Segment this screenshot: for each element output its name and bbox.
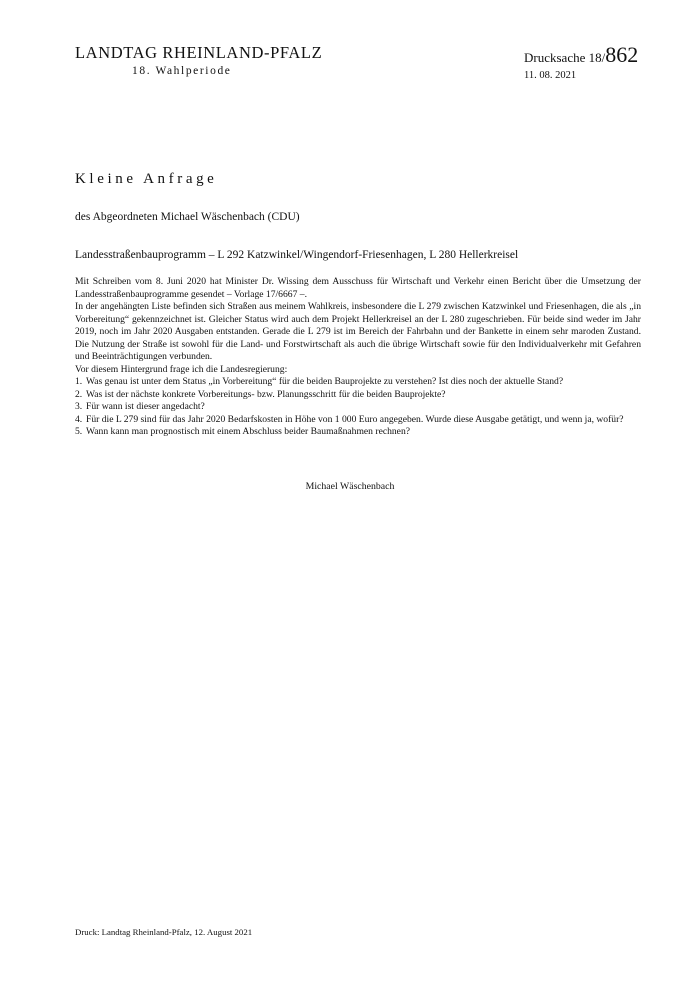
question-number: 2. <box>75 388 83 400</box>
question-number: 5. <box>75 426 83 437</box>
document-type: Kleine Anfrage <box>75 171 218 187</box>
body-paragraph: In der angehängten Liste befinden sich Straßen aus meinem Wahlkreis, insbesondere die L 279 zwischen Katzwinkel und Friesenhagen, die als „in Vorbereitung“ gekennzeichnet ist. Gleicher Status wird auch dem Projekt Hellerkreisel an der L 280 zugeschrieben. Für beide sind weder im Jahr 2019, noch im Jahr 2020 Ausgaben entstanden. Gerade die L 279 ist im Bereich der Fahrbahn und der Bankette in einem sehr maroden Zustand. Die Nutzung der Straße ist sowohl für die Land- und Forstwirtschaft als auch die übrige Wirtschaft sowie für den Individualverkehr mit Gefahren und Beeinträchtigungen verbunden. <box>75 301 641 362</box>
question-item <box>75 376 641 389</box>
question-text: Wann kann man prognostisch mit einem Abschluss beider Baumaßnahmen rechnen? <box>86 426 410 437</box>
question-item <box>75 414 641 427</box>
body-paragraph: Mit Schreiben vom 8. Juni 2020 hat Minister Dr. Wissing dem Ausschuss für Wirtschaft und Verkehr einen Bericht über die Umsetzung der Landesstraßenbauprogramme gesendet – Vorlage 17/6667 –. <box>75 276 641 300</box>
document-author: des Abgeordneten Michael Wäschenbach (CDU) <box>75 211 300 223</box>
drucksache-number: 862 <box>605 42 639 67</box>
parliament-header <box>75 44 322 77</box>
electoral-period: 18. Wahlperiode <box>132 65 232 77</box>
drucksache-label: Drucksache 18/ <box>524 50 606 65</box>
drucksache-line <box>524 44 638 69</box>
question-list <box>75 376 641 439</box>
question-text: Was ist der nächste konkrete Vorbereitungs- bzw. Planungsschritt für die beiden Bauprojekte? <box>86 388 446 400</box>
question-number: 4. <box>75 413 83 425</box>
print-footer: Druck: Landtag Rheinland-Pfalz, 12. August 2021 <box>75 927 253 937</box>
document-subject: Landesstraßenbauprogramm – L 292 Katzwinkel/Wingendorf-Friesenhagen, L 280 Hellerkreisel <box>75 249 519 261</box>
question-item <box>75 389 641 402</box>
question-text: Was genau ist unter dem Status „in Vorbereitung“ für die beiden Bauprojekte zu verstehen? Ist dies noch der aktuelle Stand? <box>86 376 564 387</box>
parliament-name: LANDTAG RHEINLAND-PFALZ <box>75 43 323 62</box>
question-text: Für wann ist dieser angedacht? <box>86 401 205 412</box>
signature: Michael Wäschenbach <box>305 481 395 492</box>
question-number: 1. <box>75 376 83 387</box>
question-item <box>75 401 641 414</box>
body-paragraph: Vor diesem Hintergrund frage ich die Landesregierung: <box>75 363 288 375</box>
document-body <box>75 276 641 439</box>
question-number: 3. <box>75 401 83 412</box>
question-item <box>75 426 641 439</box>
question-text: Für die L 279 sind für das Jahr 2020 Bedarfskosten in Höhe von 1 000 Euro angegeben. Wurde diese Ausgabe getätigt, und wenn ja, wofür? <box>86 413 624 425</box>
document-meta <box>524 44 638 82</box>
document-date: 11. 08. 2021 <box>524 70 577 81</box>
